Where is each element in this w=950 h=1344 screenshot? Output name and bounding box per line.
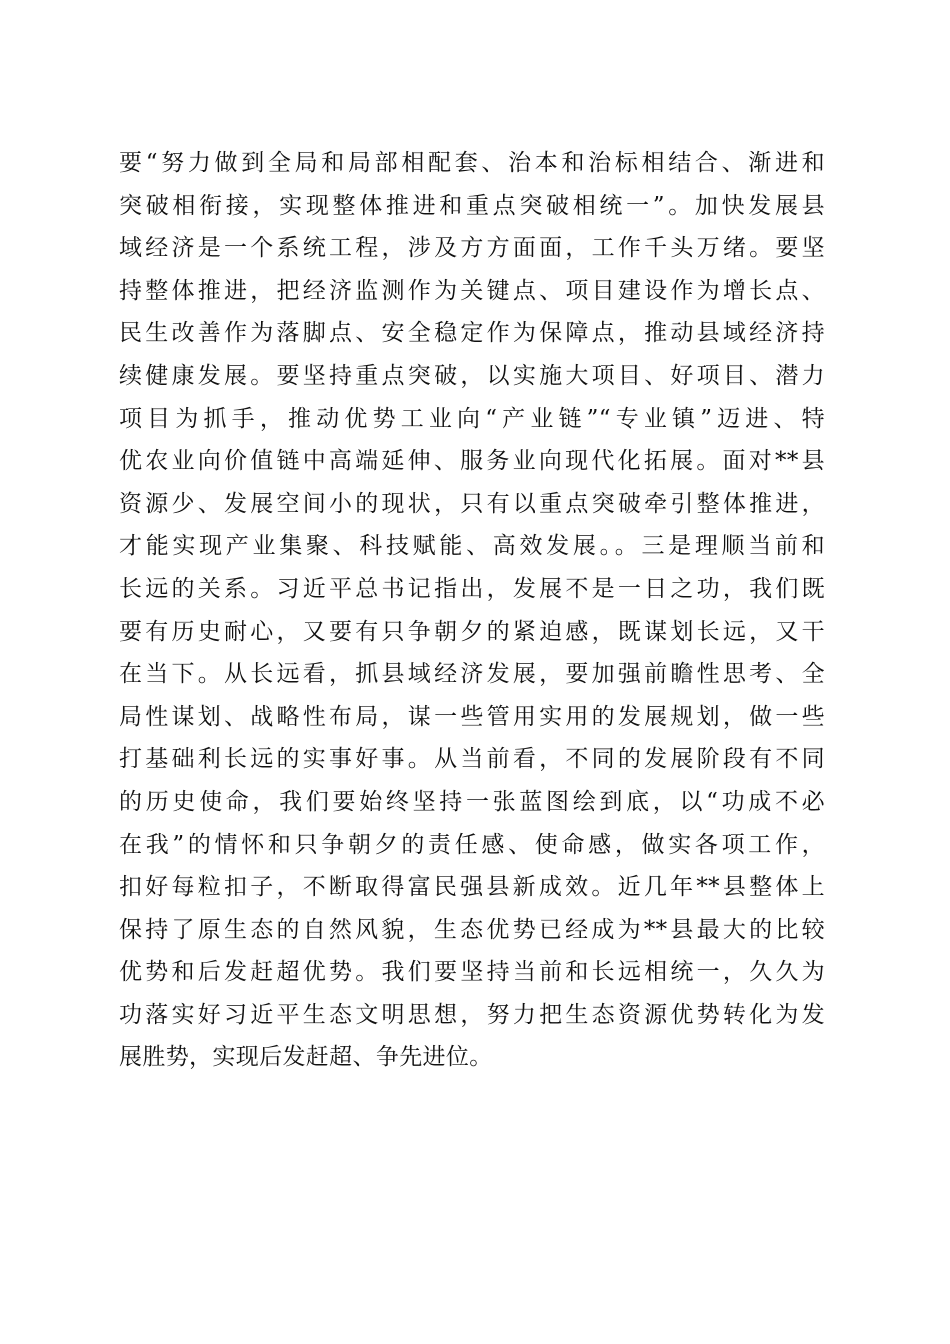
text-line: 在当下。从长远看，抓县域经济发展，要加强前瞻性思考、全 — [119, 661, 825, 688]
text-line: 续健康发展。要坚持重点突破，以实施大项目、好项目、潜力 — [119, 362, 825, 389]
text-line: 突破相衔接，实现整体推进和重点突破相统一”。加快发展县 — [119, 192, 825, 219]
body-paragraph — [119, 142, 825, 1079]
text-line: 长远的关系。习近平总书记指出，发展不是一日之功，我们既 — [119, 575, 825, 602]
text-line: 扣好每粒扣子，不断取得富民强县新成效。近几年**县整体上 — [119, 874, 825, 901]
text-line: 保持了原生态的自然风貌，生态优势已经成为**县最大的比较 — [119, 916, 825, 943]
text-line: 在我”的情怀和只争朝夕的责任感、使命感，做实各项工作， — [119, 831, 825, 858]
text-line: 的历史使命，我们要始终坚持一张蓝图绘到底，以“功成不必 — [119, 788, 825, 815]
text-line: 项目为抓手，推动优势工业向“产业链”“专业镇”迈进、特 — [119, 405, 825, 432]
text-line: 优势和后发赶超优势。我们要坚持当前和长远相统一，久久为 — [119, 959, 825, 986]
text-line: 功落实好习近平生态文明思想，努力把生态资源优势转化为发 — [119, 1001, 825, 1028]
text-line: 民生改善作为落脚点、安全稳定作为保障点，推动县域经济持 — [119, 320, 825, 347]
text-line: 要“努力做到全局和局部相配套、治本和治标相结合、渐进和 — [119, 150, 825, 176]
text-line: 展胜势，实现后发赶超、争先进位。 — [119, 1044, 493, 1071]
text-line: 优农业向价值链中高端延伸、服务业向现代化拓展。面对**县 — [119, 448, 825, 475]
text-line: 才能实现产业集聚、科技赋能、高效发展。。三是理顺当前和 — [119, 533, 825, 560]
text-line: 域经济是一个系统工程，涉及方方面面，工作千头万绪。要坚 — [119, 235, 825, 262]
text-line: 局性谋划、战略性布局，谋一些管用实用的发展规划，做一些 — [119, 703, 825, 730]
text-line: 打基础利长远的实事好事。从当前看，不同的发展阶段有不同 — [119, 746, 825, 773]
text-line: 资源少、发展空间小的现状，只有以重点突破牵引整体推进， — [119, 490, 825, 517]
text-line: 持整体推进，把经济监测作为关键点、项目建设作为增长点、 — [119, 277, 825, 304]
text-line: 要有历史耐心，又要有只争朝夕的紧迫感，既谋划长远，又干 — [119, 618, 825, 645]
